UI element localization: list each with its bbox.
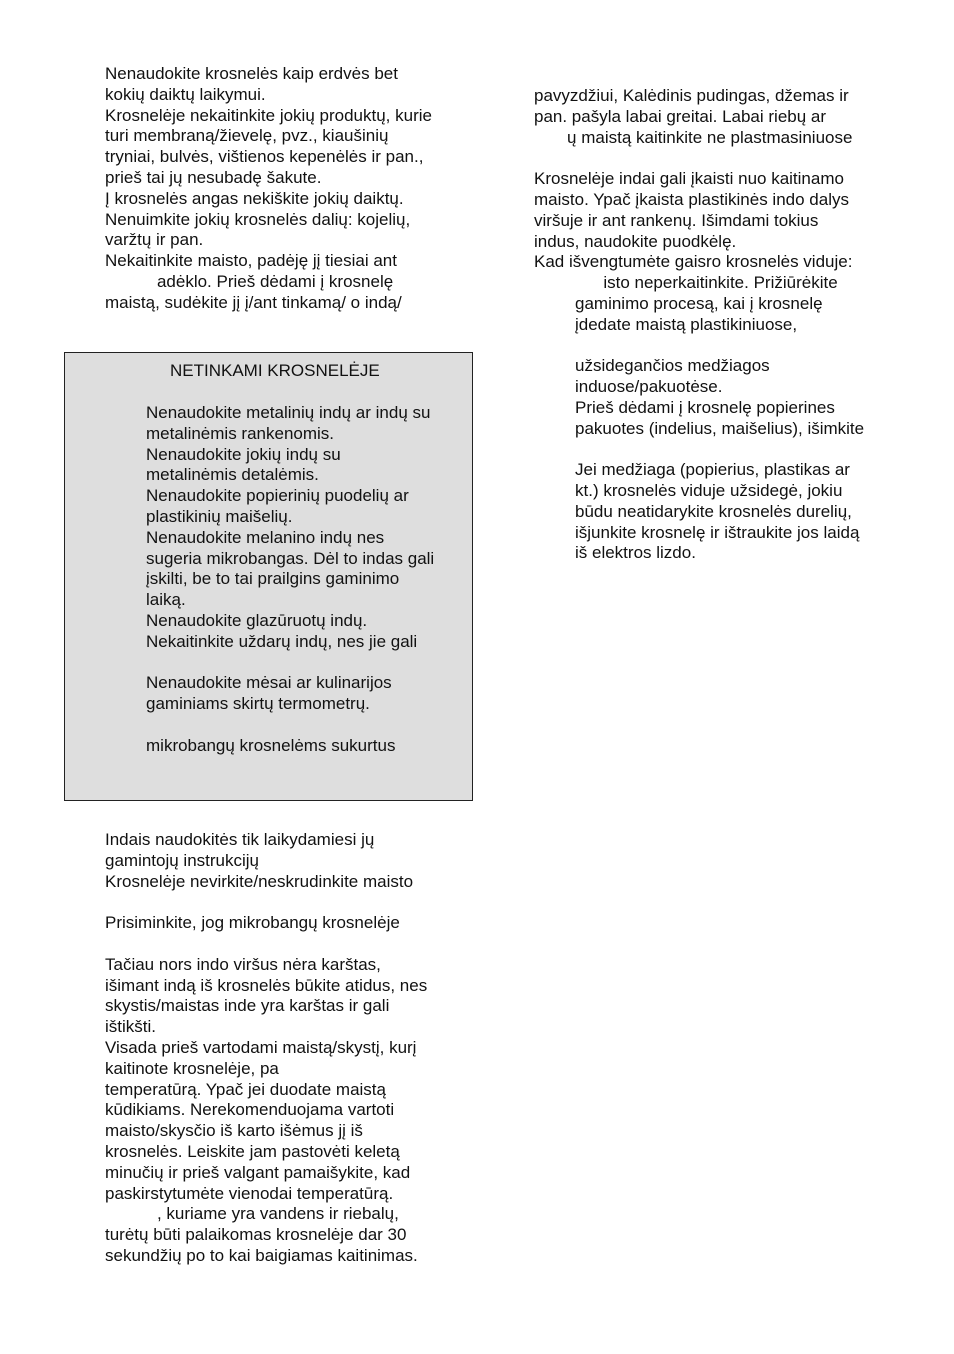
- text-line: [146, 715, 434, 736]
- text-line: prieš tai jų nesubadę šakute.: [105, 167, 322, 187]
- text-line: paskirstytumėte vienodai temperatūrą.: [105, 1183, 394, 1203]
- text-line: Nenaudokite metalinių indų ar indų su: [146, 403, 431, 422]
- text-line: , kuriame yra vandens ir riebalų,: [105, 1204, 399, 1224]
- text-line: Visada prieš vartodami maistą/skystį, kurį: [105, 1037, 417, 1057]
- text-line: indus, naudokite puodkėlę.: [534, 231, 737, 251]
- text-line: [534, 148, 852, 169]
- unsuitable-items-title-wrap: [170, 361, 380, 382]
- text-line: kūdikiams. Nerekomenduojama vartoti: [105, 1100, 395, 1120]
- unsuitable-items-title: NETINKAMI KROSNELĖJE: [170, 361, 380, 380]
- text-line: Krosnelėje indai gali įkaisti nuo kaitinamo: [534, 169, 844, 189]
- text-line: tryniai, bulvės, vištienos kepenėlės ir pan.,: [105, 147, 424, 167]
- left-top-text: [105, 64, 432, 314]
- text-line: kokių daiktų laikymui.: [105, 84, 266, 104]
- text-line: pavyzdžiui, Kalėdinis pudingas, džemas ir: [534, 86, 849, 105]
- text-line: Nenaudokite krosnelės kaip erdvės bet: [105, 64, 398, 83]
- text-line: išimant indą iš krosnelės būkite atidus, nes: [105, 975, 428, 995]
- text-line: [105, 892, 427, 913]
- text-line: maisto. Ypač įkaista plastikinės indo dalys: [534, 189, 849, 209]
- text-line: maistą, sudėkite jį į/ant tinkamą/ o indą/: [105, 292, 402, 312]
- text-line: [146, 653, 434, 674]
- left-bottom-text: [105, 830, 427, 1267]
- text-line: gaminiams skirtų termometrų.: [146, 694, 370, 714]
- text-line: Krosnelėje nevirkite/neskrudinkite maisto: [105, 871, 414, 891]
- text-line: [105, 934, 427, 955]
- text-line: maisto/skysčio iš karto išėmus jį iš: [105, 1121, 363, 1141]
- unsuitable-items-list: [146, 403, 434, 757]
- text-line: Į krosnelės angas nekiškite jokių daiktų.: [105, 188, 404, 208]
- text-line: krosnelės. Leiskite jam pastovėti keletą: [105, 1141, 400, 1161]
- text-line: sekundžių po to kai baigiamas kaitinimas.: [105, 1245, 418, 1265]
- text-line: Indais naudokitės tik laikydamiesi jų: [105, 830, 375, 849]
- text-line: laiką.: [146, 590, 186, 610]
- text-line: Krosnelėje nekaitinkite jokių produktų, kurie: [105, 105, 432, 125]
- text-line: Nenaudokite glazūruotų indų.: [146, 610, 368, 630]
- text-line: ištikšti.: [105, 1017, 156, 1037]
- text-line: išjunkite krosnelę ir ištraukite jos laidą: [575, 522, 860, 542]
- text-line: Nenaudokite mėsai ar kulinarijos: [146, 673, 392, 693]
- text-line: sugeria mikrobangas. Dėl to indas gali: [146, 548, 435, 568]
- text-line: Nenaudokite melanino indų nes: [146, 527, 385, 547]
- text-line: kt.) krosnelės viduje užsidegė, jokiu: [575, 480, 843, 500]
- text-line: Prisiminkite, jog mikrobangų krosnelėje: [105, 913, 400, 933]
- text-line: [575, 439, 864, 460]
- text-line: temperatūrą. Ypač jei duodate maistą: [105, 1079, 386, 1099]
- text-line: metalinėmis rankenomis.: [146, 423, 335, 443]
- text-line: įskilti, be to tai prailgins gaminimo: [146, 569, 400, 589]
- text-line: Nekaitinkite maisto, padėję jį tiesiai ant: [105, 251, 397, 271]
- text-line: minučių ir prieš valgant pamaišykite, kad: [105, 1162, 411, 1182]
- text-line: varžtų ir pan.: [105, 230, 204, 250]
- text-line: pan. pašyla labai greitai. Labai riebų ar: [534, 106, 827, 126]
- text-line: plastikinių maišelių.: [146, 506, 293, 526]
- text-line: užsidegančios medžiagos: [575, 356, 770, 376]
- text-line: turi membraną/žievelę, pvz., kiaušinių: [105, 126, 389, 146]
- text-line: induose/pakuotėse.: [575, 376, 723, 396]
- text-line: Nekaitinkite uždarų indų, nes jie gali: [146, 631, 418, 651]
- text-line: įdedate maistą plastikiniuose,: [575, 314, 798, 334]
- text-line: Kad išvengtumėte gaisro krosnelės viduje:: [534, 252, 853, 272]
- text-line: turėtų būti palaikomas krosnelėje dar 30: [105, 1225, 407, 1245]
- text-line: skystis/maistas inde yra karštas ir gali: [105, 996, 390, 1016]
- text-line: gaminimo procesą, kai į krosnelę: [575, 293, 823, 313]
- text-line: kaitinote krosnelėje, pa: [105, 1058, 279, 1078]
- text-line: Nenaudokite jokių indų su: [146, 444, 341, 464]
- text-line: adėklo. Prieš dėdami į krosnelę: [105, 271, 394, 291]
- right-top-text: [534, 86, 852, 273]
- text-line: ų maistą kaitinkite ne plastmasiniuose: [534, 127, 853, 147]
- text-line: Nenuimkite jokių krosnelės dalių: kojelių,: [105, 209, 411, 229]
- text-line: gamintojų instrukcijų: [105, 850, 260, 870]
- text-line: Prieš dėdami į krosnelę popierines: [575, 397, 835, 417]
- text-line: iš elektros lizdo.: [575, 543, 696, 563]
- text-line: pakuotes (indelius, maišelius), išimkite: [575, 418, 865, 438]
- text-line: Nenaudokite popierinių puodelių ar: [146, 486, 409, 506]
- text-line: Jei medžiaga (popierius, plastikas ar: [575, 460, 850, 480]
- text-line: metalinėmis detalėmis.: [146, 465, 319, 485]
- fire-prevention-list: [575, 273, 864, 564]
- text-line: isto neperkaitinkite. Prižiūrėkite: [575, 273, 838, 292]
- text-line: mikrobangų krosnelėms sukurtus: [146, 735, 396, 755]
- text-line: viršuje ir ant rankenų. Išimdami tokius: [534, 210, 819, 230]
- text-line: būdu neatidarykite krosnelės durelių,: [575, 501, 852, 521]
- text-line: Tačiau nors indo viršus nėra karštas,: [105, 954, 381, 974]
- text-line: [575, 335, 864, 356]
